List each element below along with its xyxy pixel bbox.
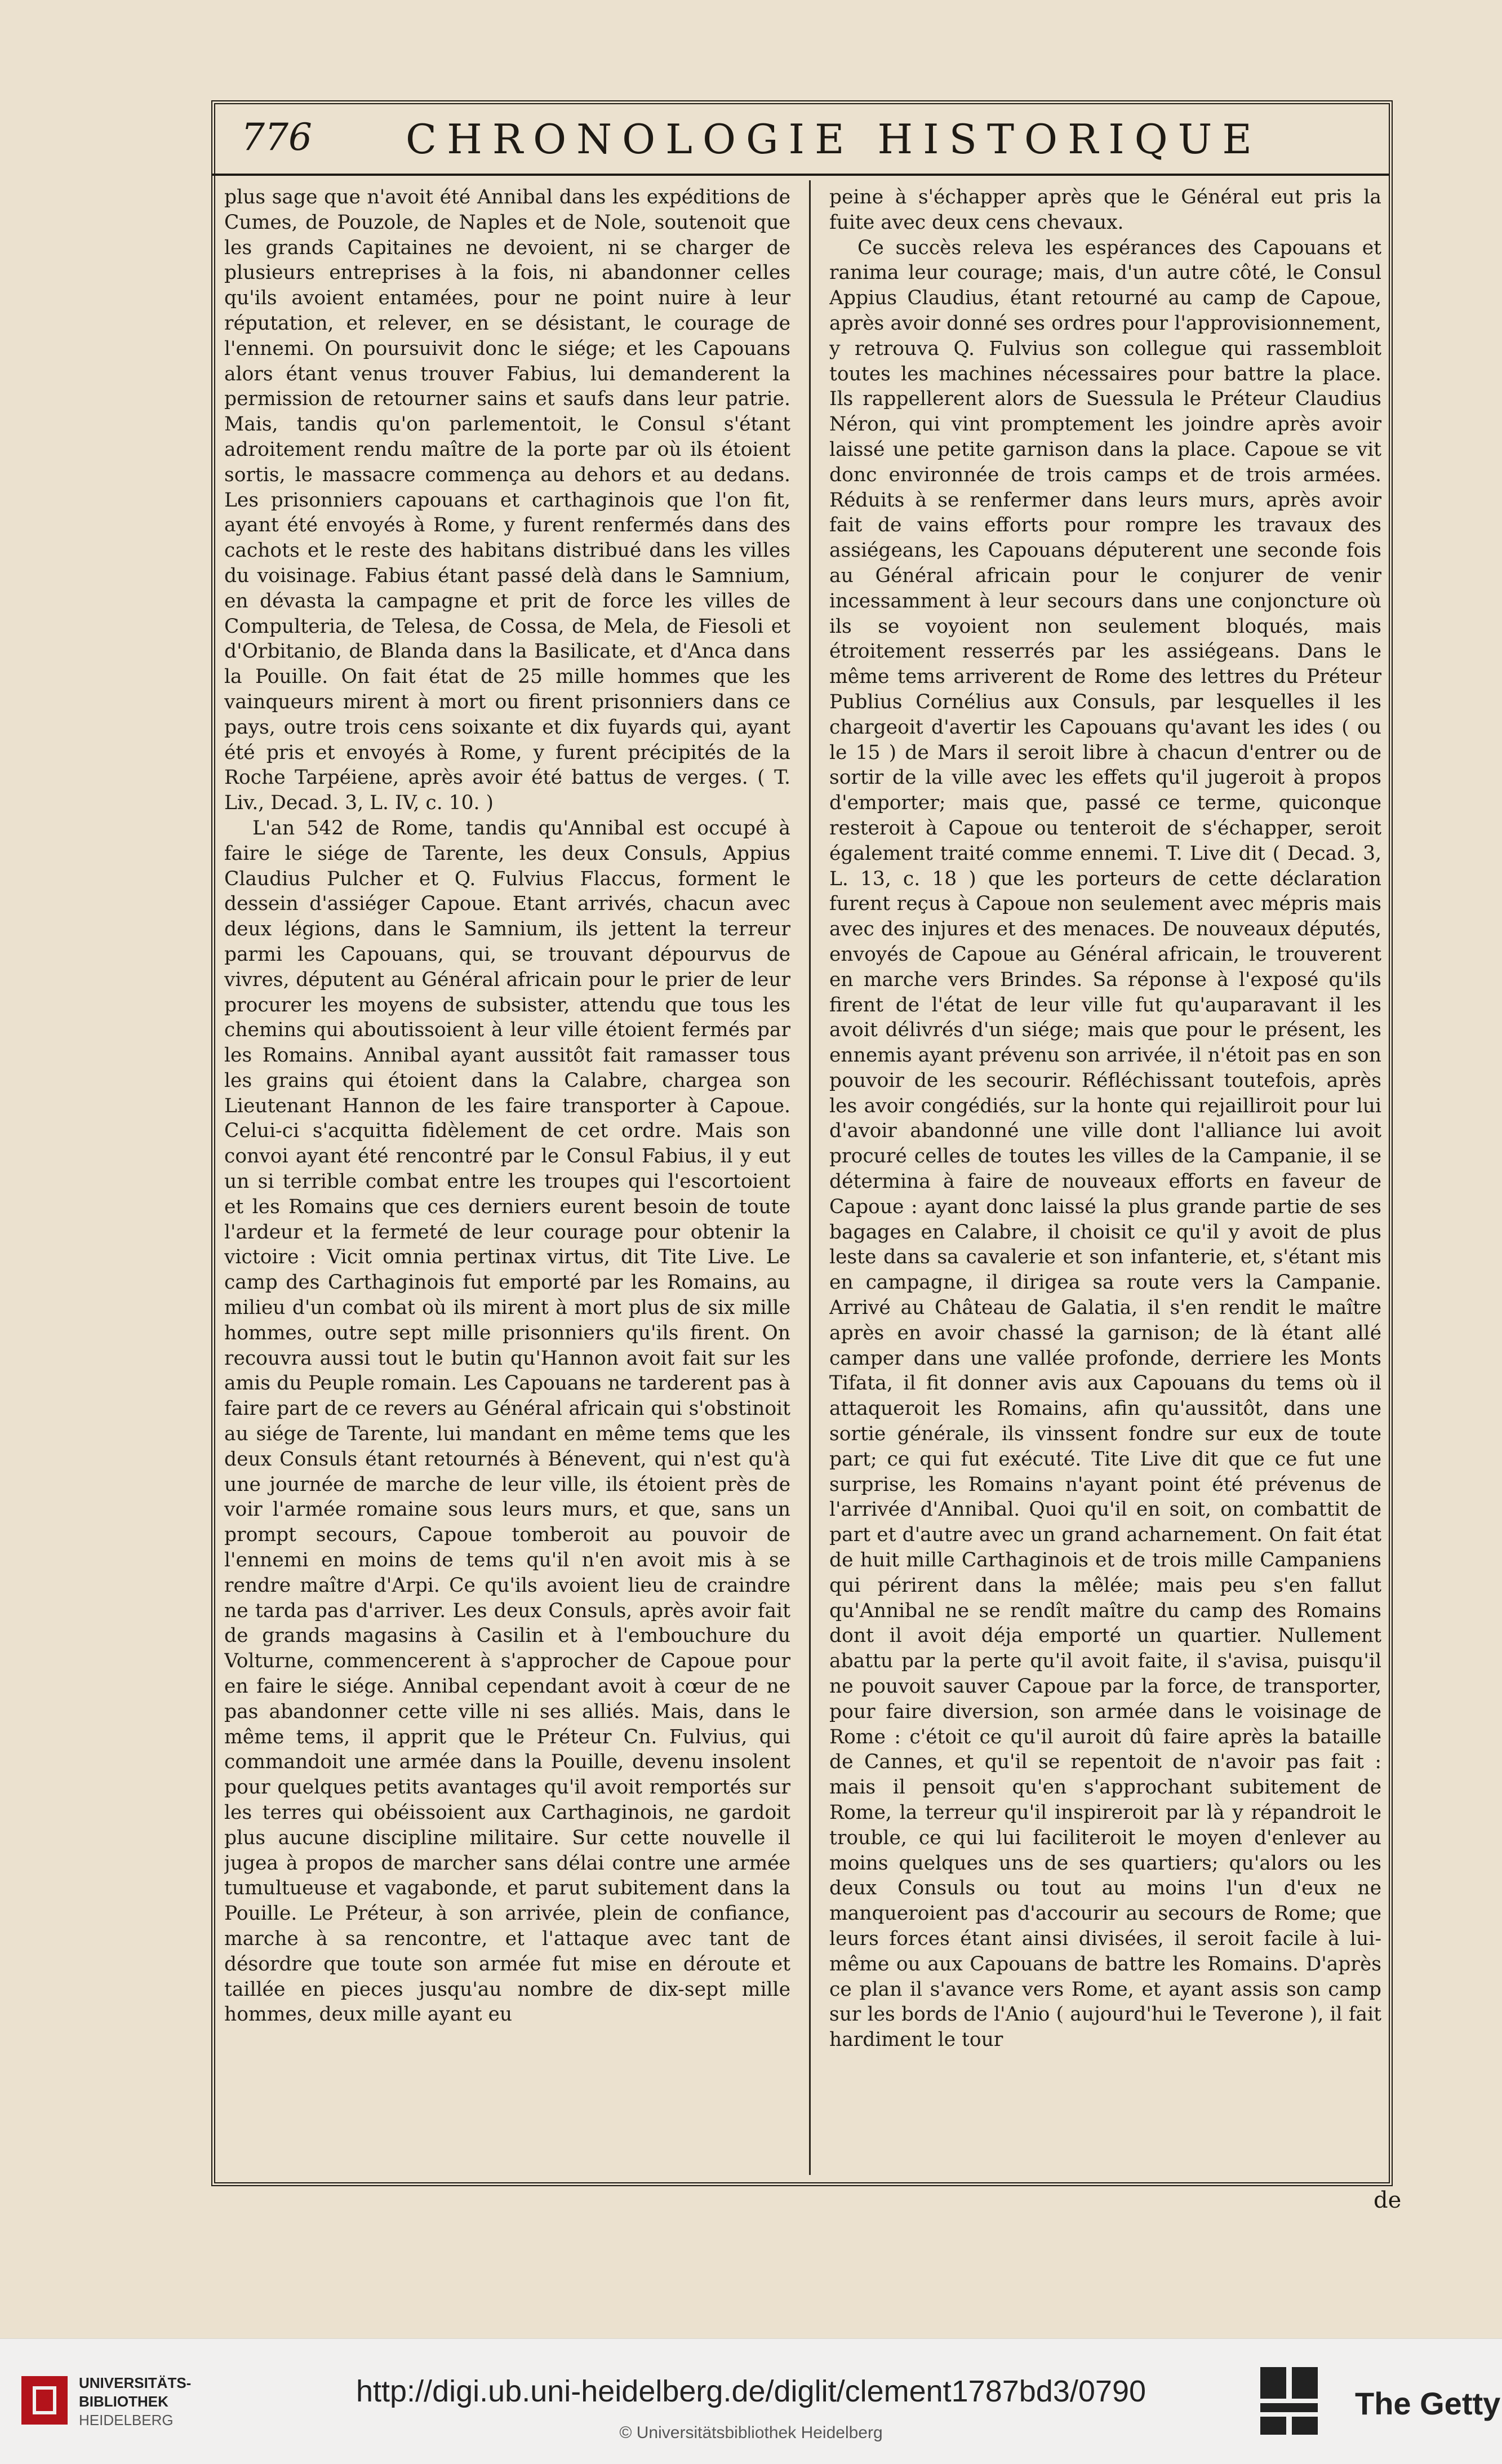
library-name-line: BIBLIOTHEK	[79, 2393, 168, 2410]
paragraph: plus sage que n'avoit été Annibal dans les expéditions de Cumes, de Pouzole, de Naples et de Nole, soutenoit que les grands Capitaines ne devoient, ni se charger de plusieurs entreprises à la fois, ni abandonner celles qu'ils avoient entamées, pour ne point nuire à leur réputation, et relever, en se désistant, le courage de l'ennemi. On poursuivit donc le siége; et les Capouans alors étant venus trouver Fabius, lui demanderent la permission de retourner sains et saufs dans leur patrie. Mais, tandis qu'on parlementoit, le Consul s'étant adroitement rendu maître de la porte par où ils étoient sortis, le massacre commença au dehors et au dedans. Les prisonniers capouans et carthaginois que l'on fit, ayant été envoyés à Rome, y furent renfermés dans des cachots et le reste des habitans distribué dans les villes du voisinage. Fabius étant passé delà dans le Samnium, en dévasta la campagne et prit de force les villes de Compulteria, de Telesa, de Cossa, de Mela, de Fiesoli et d'Orbitanio, de Blanda dans la Basilicate, et d'Anca dans la Pouille. On fait état de 25 mille hommes que les vainqueurs mirent à mort ou firent prisonniers dans ce pays, outre trois cens soixante et dix fuyards qui, ayant été pris et envoyés à Rome, y furent précipités de la Roche Tarpéiene, après avoir été battus de verges. ( T. Liv., Decad. 3, L. IV, c. 10. )	[224, 186, 790, 815]
left-column	[224, 185, 790, 2168]
right-column	[829, 185, 1381, 2168]
running-head: CHRONOLOGIE HISTORIQUE	[406, 116, 1262, 163]
page-number: 776	[241, 116, 312, 159]
header-rule	[211, 174, 1389, 176]
getty-logo-icon[interactable]	[1260, 2367, 1318, 2435]
permalink-url[interactable]: http://digi.ub.uni-heidelberg.de/diglit/clement1787bd3/0790	[355, 2374, 1147, 2408]
viewer-footer	[0, 2338, 1502, 2464]
paragraph: Ce succès releva les espérances des Capouans et ranima leur courage; mais, d'un autre côté, le Consul Appius Claudius, étant retourné au camp de Capoue, après avoir donné ses ordres pour l'approvisionnement, y retrouva Q. Fulvius son collegue qui rassembloit toutes les machines nécessaires pour battre la place. Ils rappellerent alors de Suessula le Préteur Claudius Néron, qui vint promptement les joindre après avoir laissé une petite garnison dans la place. Capoue se vit donc environnée de trois camps et de trois armées. Réduits à se renfermer dans leurs murs, après avoir fait de vains efforts pour rompre les travaux des assiégeans, les Capouans députerent une seconde fois au Général africain pour le conjurer de venir incessamment à leur secours dans une conjoncture où ils se voyoient non seulement bloqués, mais étroitement resserrés par les assiégeans. Dans le même tems arriverent de Rome des lettres du Préteur Publius Cornélius aux Consuls, par lesquelles il les chargeoit d'avertir les Capouans qu'avant les ides ( ou le 15 ) de Mars il seroit libre à chacun d'entrer ou de sortir de la ville avec les effets qu'il jugeroit à propos d'emporter; mais que, passé ce terme, quiconque resteroit à Capoue ou tenteroit de s'échapper, seroit également traité comme ennemi. T. Live dit ( Decad. 3, L. 13, c. 18 ) que les porteurs de cette déclaration furent reçus à Capoue non seulement avec mépris mais avec des injures et des menaces. De nouveaux députés, envoyés de Capoue au Général africain, le trouverent en marche vers Brindes. Sa réponse à l'exposé qu'ils firent de l'état de leur ville fut qu'auparavant il les avoit délivrés d'un siége; mais que pour le présent, les ennemis ayant prévenu son arrivée, il n'étoit pas en son pouvoir de les secourir. Réfléchissant toutefois, après les avoir congédiés, sur la honte qui rejailliroit pour lui d'avoir abandonné une ville dont l'alliance lui avoit procuré celles de toutes les villes de la Campanie, il se détermina à faire de nouveaux efforts en faveur de Capoue : ayant donc laissé la plus grande partie de ses bagages en Calabre, il choisit ce qu'il y avoit de plus leste dans sa cavalerie et son infanterie, et, s'étant mis en campagne, il dirigea sa route vers la Campanie. Arrivé au Château de Galatia, il s'en rendit le maître après en avoir chassé la garnison; de là étant allé camper dans une vallée profonde, derriere les Monts Tifata, il fit donner avis aux Capouans du tems où il attaqueroit les Romains, afin qu'aussitôt, dans une sortie générale, ils vinssent fondre sur eux de toute part; ce qui fut exécuté. Tite Live dit que ce fut une surprise, les Romains n'ayant point été prévenus de l'arrivée d'Annibal. Quoi qu'il en soit, on combattit de part et d'autre avec un grand acharnement. On fait état de huit mille Carthaginois et de trois mille Campaniens qui périrent dans la mêlée; mais peu s'en fallut qu'Annibal ne se rendît maître du camp des Romains dont il avoit déja emporté un quartier. Nullement abattu par la perte qu'il avoit faite, il s'avisa, puisqu'il ne pouvoit sauver Capoue par la force, de transporter, pour faire diversion, son armée dans le voisinage de Rome : c'étoit ce qu'il auroit dû faire après la bataille de Cannes, et qu'il se repentoit de n'avoir pas fait : mais il pensoit qu'en s'approchant subitement de Rome, la terreur qu'il inspireroit par là y répandroit le trouble, ce qui lui faciliteroit le moyen d'enlever au moins quelques uns de ses quartiers; qu'alors ou les deux Consuls ou tout au moins l'un d'eux ne manqueroient pas d'accourir au secours de Rome; que leurs forces étant ainsi divisées, il seroit facile à lui-même ou aux Capouans de battre les Romains. D'après ce plan il s'avance vers Rome, et ayant assis son camp sur les bords de l'Anio ( aujourd'hui le Teverone ), il fait hardiment le tour	[829, 236, 1381, 2052]
column-divider	[809, 180, 811, 2175]
catchword: de	[1374, 2187, 1402, 2213]
paragraph: L'an 542 de Rome, tandis qu'Annibal est occupé à faire le siége de Tarente, les deux Consuls, Appius Claudius Pulcher et Q. Fulvius Flaccus, forment le dessein d'assiéger Capoue. Etant arrivés, chacun avec deux légions, dans le Samnium, ils jettent la terreur parmi les Capouans, qui, se trouvant dépourvus de vivres, députent au Général africain pour le prier de leur procurer les moyens de subsister, attendu que tous les chemins qui aboutissoient à leur ville étoient fermés par les Romains. Annibal ayant aussitôt fait ramasser tous les grains qui étoient dans la Calabre, chargea son Lieutenant Hannon de les faire transporter à Capoue. Celui-ci s'acquitta fidèlement de cet ordre. Mais son convoi ayant été rencontré par le Consul Fabius, il y eut un si terrible combat entre les troupes qui l'escortoient et les Romains que ces derniers eurent besoin de toute l'ardeur et la fermeté de leur courage pour obtenir la victoire : Vicit omnia pertinax virtus, dit Tite Live. Le camp des Carthaginois fut emporté par les Romains, au milieu d'un combat où ils mirent à mort plus de six mille hommes, outre sept mille prisonniers qu'ils firent. On recouvra aussi tout le butin qu'Hannon avoit fait sur les amis du Peuple romain. Les Capouans ne tarderent pas à faire part de ce revers au Général africain qui s'obstinoit au siége de Tarente, lui mandant en même tems que les deux Consuls étant retournés à Bénevent, qui n'est qu'à une journée de marche de leur ville, ils étoient près de voir l'armée romaine sous leurs murs, et que, sans un prompt secours, Capoue tomberoit au pouvoir de l'ennemi en moins de tems qu'il n'en avoit mis à se rendre maître d'Arpi. Ce qu'ils avoient lieu de craindre ne tarda pas d'arriver. Les deux Consuls, après avoir fait de grands magasins à Casilin et à l'embouchure du Volturne, commencerent à s'approcher de Capoue pour en faire le siége. Annibal cependant avoit à cœur de ne pas abandonner cette ville ni ses alliés. Mais, dans le même tems, il apprit que le Préteur Cn. Fulvius, qui commandoit une armée dans la Pouille, devenu insolent pour quelques petits avantages qu'il avoit remportés sur les terres qui obéissoient aux Carthaginois, ne gardoit plus aucune discipline militaire. Sur cette nouvelle il jugea à propos de marcher sans délai contre une armée tumultueuse et vagabonde, et parut subitement dans la Pouille. Le Préteur, à son arrivée, plein de confiance, marche à sa rencontre, et l'attaque avec tant de désordre que toute son armée fut mise en déroute et taillée en pieces jusqu'au nombre de dix-sept mille hommes, deux mille ayant eu	[224, 816, 790, 2026]
paragraph: peine à s'échapper après que le Général eut pris la fuite avec deux cens chevaux.	[829, 186, 1381, 234]
library-name-line: UNIVERSITÄTS-	[79, 2374, 192, 2391]
copyright-notice: © Universitätsbibliothek Heidelberg	[619, 2423, 883, 2442]
library-name-line: HEIDELBERG	[79, 2412, 174, 2429]
partner-name[interactable]: The Getty	[1355, 2386, 1501, 2421]
